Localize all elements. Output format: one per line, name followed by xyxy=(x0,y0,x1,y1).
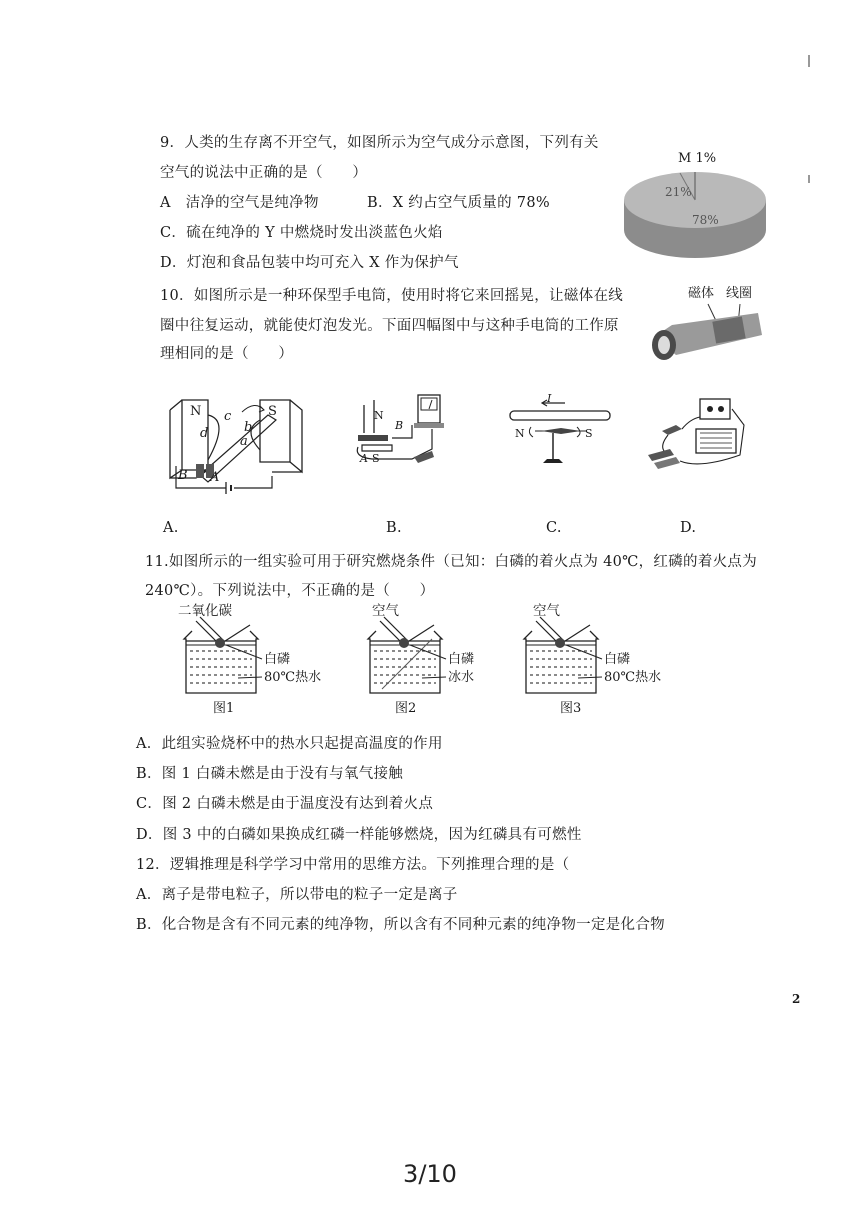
q11-option-d: D．图 3 中的白磷如果换成红磷一样能够燃烧，因为红磷具有可燃性 xyxy=(136,827,582,843)
beaker1-label2: 80℃热水 xyxy=(264,670,322,685)
q9-option-b: B．X 约占空气质量的 78% xyxy=(367,195,550,211)
beaker3-caption: 图3 xyxy=(560,701,582,716)
q9-stem-line1: 9．人类的生存离不开空气，如图所示为空气成分示意图，下列有关 xyxy=(160,135,599,151)
beaker2-label1: 白磷 xyxy=(448,652,475,667)
air-y-label: 21% xyxy=(665,185,692,199)
page-number: 3/10 xyxy=(403,1160,457,1188)
flashlight-figure xyxy=(650,285,765,375)
beaker2-caption: 图2 xyxy=(395,701,417,716)
scan-edge-mark xyxy=(808,55,810,67)
q11-stem-line2: 240℃）。下列说法中，不正确的是（ ） xyxy=(145,583,435,599)
fig-a-big-a-label: A xyxy=(210,470,220,485)
air-m-label: M 1% xyxy=(678,151,717,166)
q9-option-a: A 洁净的空气是纯净物 xyxy=(160,195,319,211)
coil-label: 线圈 xyxy=(726,286,753,301)
beaker3-label2: 80℃热水 xyxy=(604,670,662,685)
fig-c-i-label: I xyxy=(547,392,552,405)
fig-a-b-label: b xyxy=(244,420,253,435)
q10-option-b-label: B. xyxy=(386,520,402,536)
fig-a-d-label: d xyxy=(200,426,209,441)
beaker1-caption: 图1 xyxy=(213,701,235,716)
fig-c-n-label: N xyxy=(515,427,525,440)
q11-option-a: A．此组实验烧杯中的热水只起提高温度的作用 xyxy=(136,736,443,752)
fig-a-c-label: c xyxy=(224,409,232,424)
q9-stem-line2: 空气的说法中正确的是（ ） xyxy=(160,165,368,181)
fig-a-n-label: N xyxy=(190,404,202,419)
beaker2-label2: 冰水 xyxy=(448,670,475,685)
option-b-figure xyxy=(352,385,452,470)
beaker-figure-3 xyxy=(518,603,678,720)
option-c-figure xyxy=(505,392,615,470)
air-x-label: 78% xyxy=(692,213,719,227)
q11-option-c: C．图 2 白磷未燃是由于温度没有达到着火点 xyxy=(136,796,434,812)
q9-option-d: D．灯泡和食品包装中均可充入 X 作为保护气 xyxy=(160,255,459,271)
margin-mark: 2 xyxy=(792,992,801,1006)
magnet-label: 磁体 xyxy=(688,286,715,301)
fig-a-s-label: S xyxy=(268,404,277,419)
q11-option-b: B．图 1 白磷未燃是由于没有与氧气接触 xyxy=(136,766,404,782)
fig-a-big-b-label: B xyxy=(178,468,188,483)
q11-stem-line1: 11.如图所示的一组实验可用于研究燃烧条件（已知：白磷的着火点为 40℃，红磷的着火点为 xyxy=(145,554,758,570)
beaker3-gas-label: 空气 xyxy=(533,603,560,619)
beaker2-gas-label: 空气 xyxy=(372,603,399,619)
q10-option-c-label: C. xyxy=(546,520,562,536)
q12-option-b: B．化合物是含有不同元素的纯净物，所以含有不同种元素的纯净物一定是化合物 xyxy=(136,917,665,933)
q9-option-c: C．硫在纯净的 Y 中燃烧时发出淡蓝色火焰 xyxy=(160,225,443,241)
q12-stem: 12．逻辑推理是科学学习中常用的思维方法。下列推理合理的是（ xyxy=(136,857,570,873)
fig-b-n-label: N xyxy=(374,409,384,422)
q10-stem-line2: 圈中往复运动，就能使灯泡发光。下面四幅图中与这种手电筒的工作原 xyxy=(160,318,619,334)
scan-edge-mark xyxy=(808,175,810,183)
q10-stem-line1: 10．如图所示是一种环保型手电筒，使用时将它来回摇晃，让磁体在线 xyxy=(160,288,624,304)
beaker1-gas-label: 二氧化碳 xyxy=(178,603,232,619)
fig-c-s-label: S xyxy=(585,427,593,440)
fig-a-a-label: a xyxy=(240,434,248,449)
q10-stem-line3: 理相同的是（ ） xyxy=(160,346,294,362)
option-a-figure xyxy=(160,390,315,500)
fig-b-b-label: B xyxy=(395,419,404,432)
q10-option-a-label: A. xyxy=(163,520,179,536)
fig-b-s-label: S xyxy=(372,452,380,465)
beaker1-label1: 白磷 xyxy=(264,652,291,667)
fig-b-a-label: A xyxy=(360,452,368,465)
air-composition-figure xyxy=(620,145,770,270)
q12-option-a: A．离子是带电粒子，所以带电的粒子一定是离子 xyxy=(136,887,458,903)
beaker-figure-1 xyxy=(178,603,338,720)
option-d-figure xyxy=(640,395,750,475)
q10-option-d-label: D. xyxy=(680,520,697,536)
beaker3-label1: 白磷 xyxy=(604,652,631,667)
beaker-figure-2 xyxy=(362,603,522,720)
